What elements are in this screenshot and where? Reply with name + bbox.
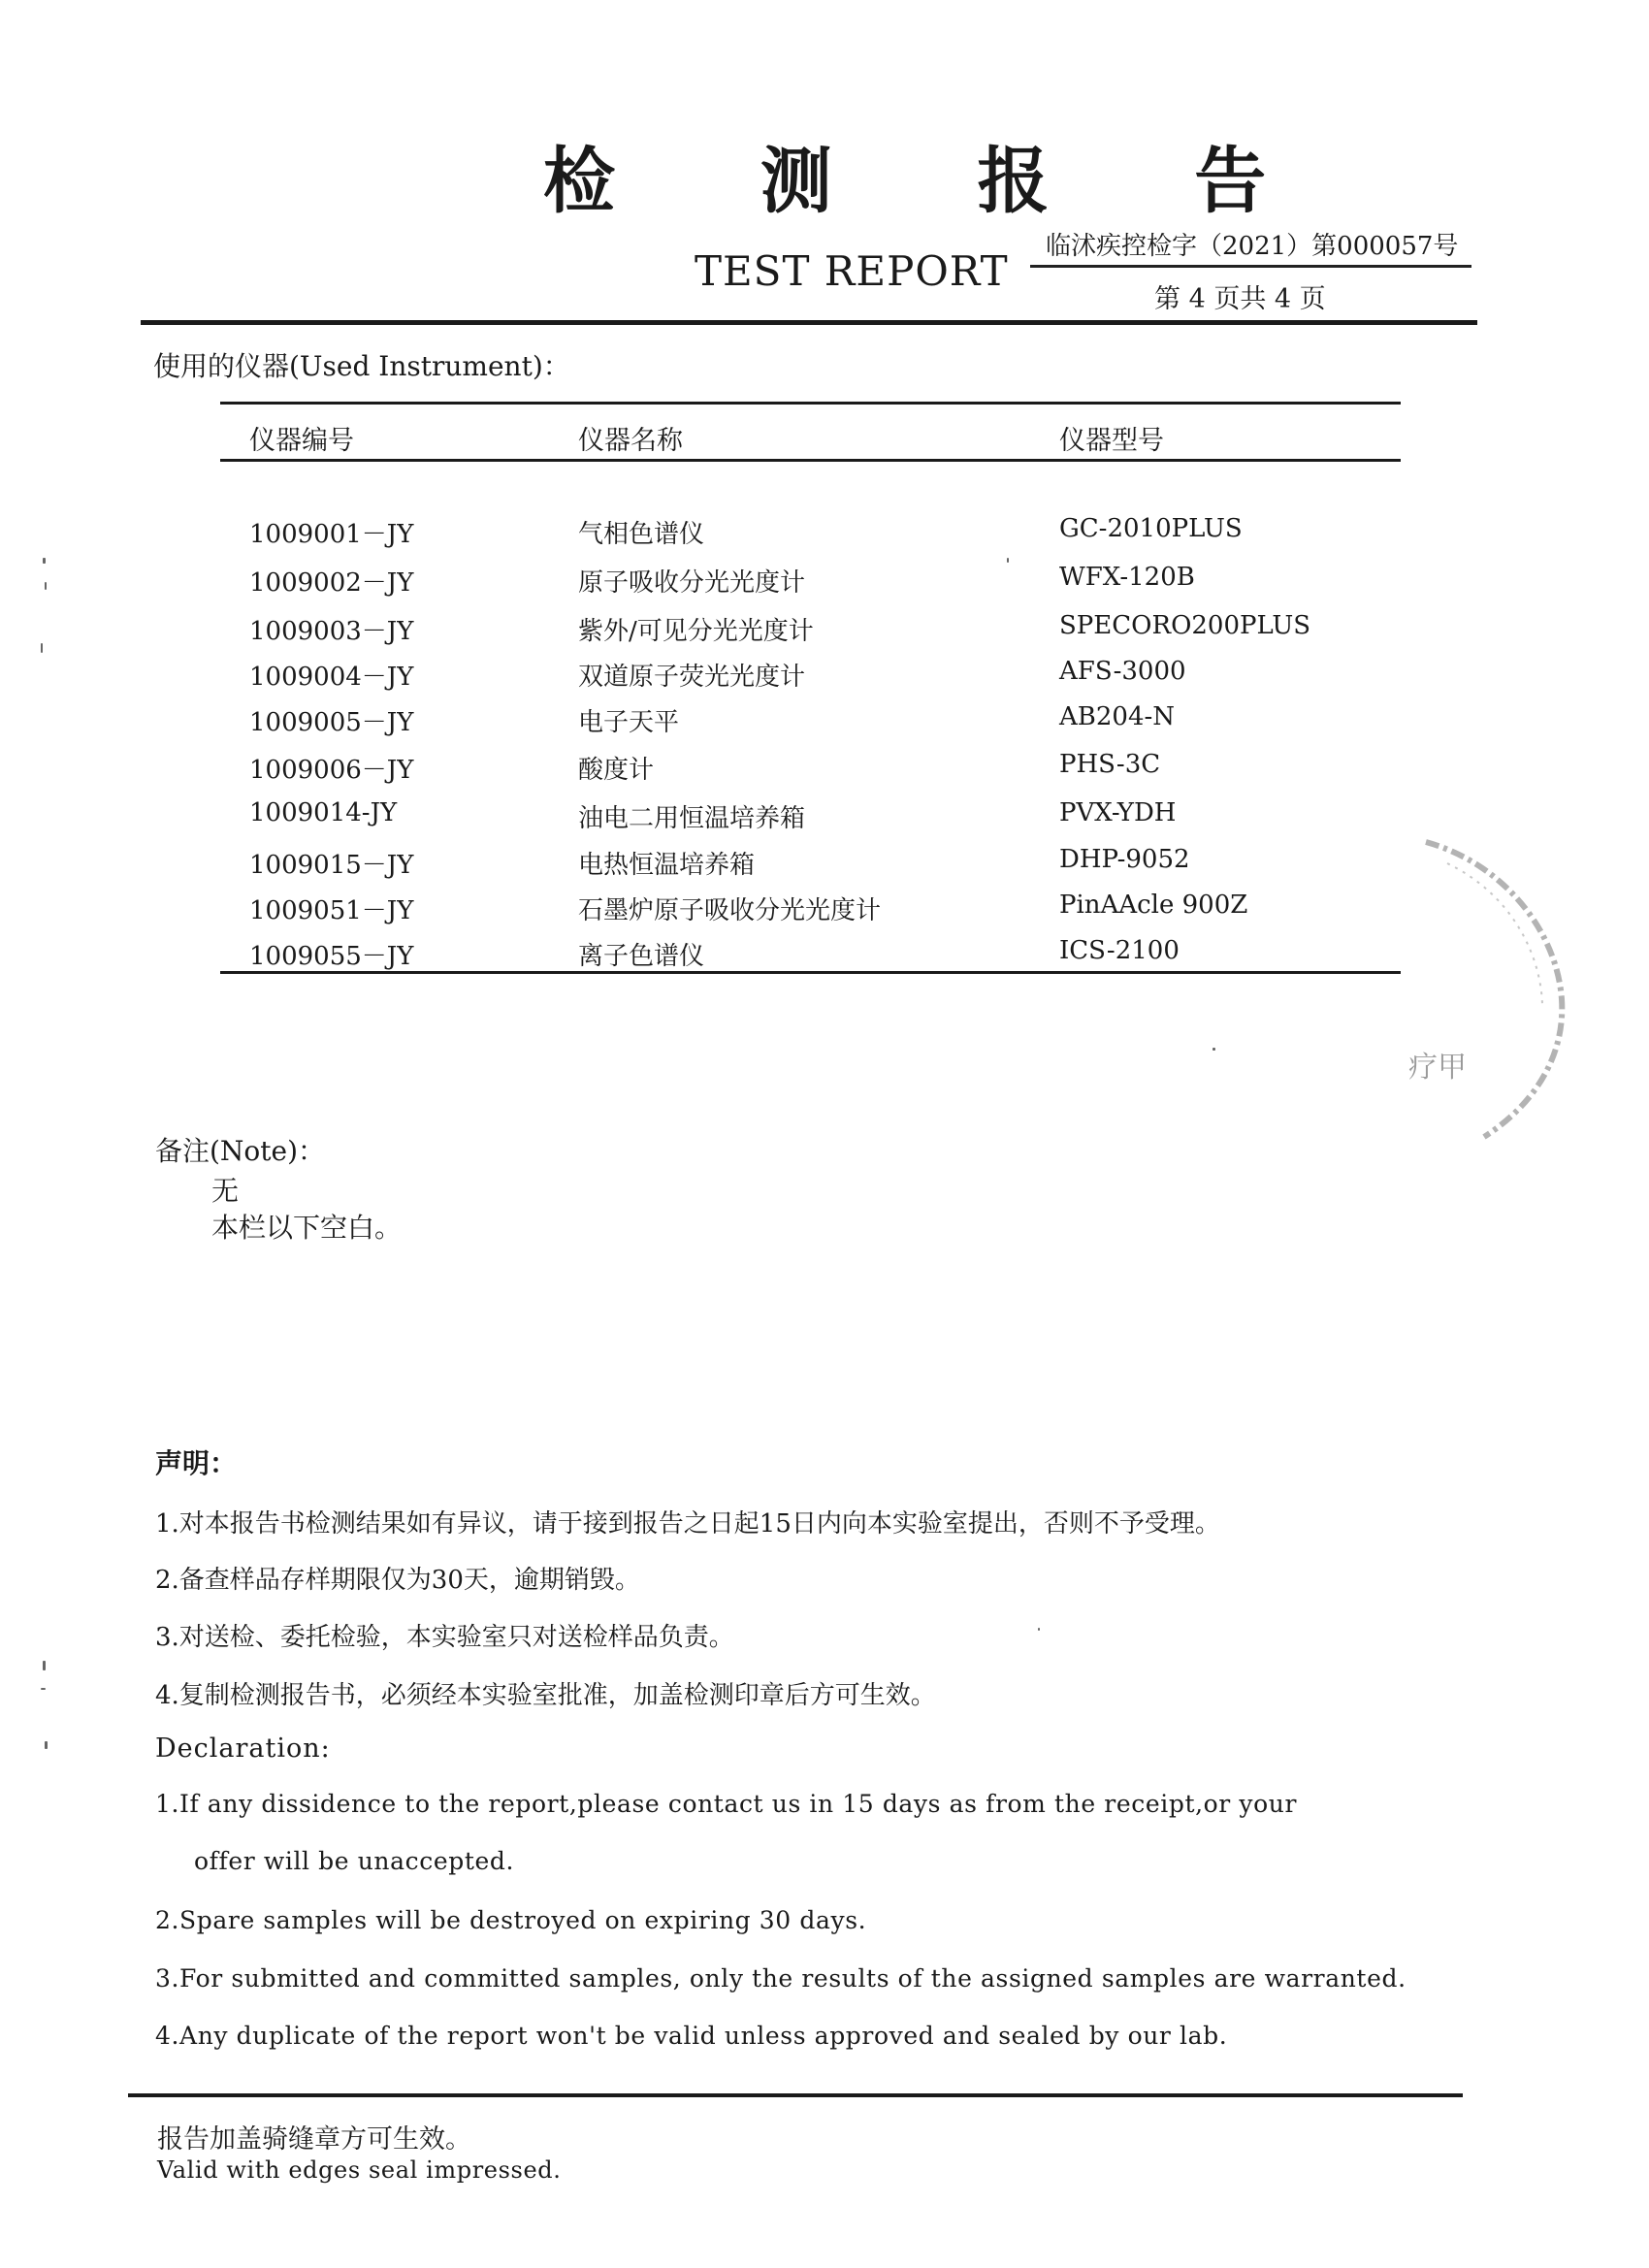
table-row [0,563,1649,601]
declaration-cn-item: 1.对本报告书检测结果如有异议，请于接到报告之日起15日内向本实验室提出，否则不予受理。 [155,1509,1220,1539]
instrument-model: AB204-N [1059,702,1176,731]
instrument-model: DHP-9052 [1059,845,1190,874]
table-row [0,657,1649,696]
column-header-id: 仪器编号 [249,426,354,456]
instrument-name: 电热恒温培养箱 [578,851,756,880]
table-bottom-rule [220,971,1401,974]
instrument-model: GC-2010PLUS [1059,514,1243,543]
page-info: 第 4 页共 4 页 [1154,284,1326,314]
table-row [0,514,1649,553]
footer-rule [128,2093,1463,2097]
declaration-cn-item: 4.复制检测报告书，必须经本实验室批准，加盖检测印章后方可生效。 [155,1681,936,1710]
instrument-id: 1009003－JY [249,617,414,646]
instrument-name: 酸度计 [578,756,655,785]
column-header-model: 仪器型号 [1059,426,1164,456]
instrument-id: 1009006－JY [249,756,414,785]
instrument-id: 1009001－JY [249,520,414,549]
scan-speck [1212,1048,1215,1051]
instrument-model: SPECORO200PLUS [1059,611,1311,640]
table-row [0,702,1649,741]
instrument-name: 电子天平 [578,708,680,737]
instrument-model: PinAAcle 900Z [1059,891,1248,920]
instrument-name: 紫外/可见分光光度计 [578,617,814,646]
instrument-id: 1009005－JY [249,708,414,737]
declaration-en-item: 4.Any duplicate of the report won't be valid unless approved and sealed by our lab. [155,2022,1228,2050]
instrument-name: 双道原子荧光光度计 [578,663,806,692]
instrument-model: PHS-3C [1059,750,1161,779]
instrument-name: 离子色谱仪 [578,942,705,971]
table-row [0,611,1649,650]
scan-speck [41,1688,46,1690]
instrument-model: WFX-120B [1059,563,1195,592]
instrument-id: 1009002－JY [249,568,414,598]
report-number: 临沭疾控检字（2021）第000057号 [1046,232,1459,261]
scan-speck [41,643,43,653]
declaration-en-item: 1.If any dissidence to the report,please contact us in 15 days as from the receipt,or your [155,1790,1298,1818]
scan-speck [45,1741,48,1749]
instrument-id: 1009055－JY [249,942,414,971]
scan-speck [43,558,46,564]
note-text: 本栏以下空白。 [211,1212,403,1244]
stamp-fragment-text: 疗甲 [1408,1051,1467,1085]
instrument-id: 1009051－JY [249,896,414,925]
scan-speck [43,1661,46,1670]
instrument-section-heading: 使用的仪器(Used Instrument)： [153,350,570,382]
declaration-cn-item: 3.对送检、委托检验，本实验室只对送检样品负责。 [155,1623,734,1652]
declaration-en-item: offer will be unaccepted. [194,1847,515,1875]
instrument-model: ICS-2100 [1059,936,1180,965]
scan-speck [45,582,47,590]
declaration-en-item: 2.Spare samples will be destroyed on expiring 30 days. [155,1906,867,1934]
table-row [0,750,1649,789]
instrument-name: 气相色谱仪 [578,520,705,549]
declaration-cn-heading: 声明： [155,1447,238,1479]
declaration-en-item: 3.For submitted and committed samples, only the results of the assigned samples are warranted. [155,1964,1406,1993]
seal-stamp-fragment [1387,825,1581,1154]
instrument-model: AFS-3000 [1059,657,1186,686]
footer-note-en: Valid with edges seal impressed. [157,2156,562,2184]
note-heading: 备注(Note)： [155,1135,326,1167]
note-text: 无 [211,1175,240,1207]
instrument-id: 1009014-JY [249,798,398,827]
instrument-id: 1009004－JY [249,663,414,692]
scan-speck [1007,558,1009,563]
report-title-en: TEST REPORT [695,247,1009,295]
report-title-cn: 检 测 报 告 [543,140,1327,223]
instrument-name: 原子吸收分光光度计 [578,568,806,598]
column-header-name: 仪器名称 [578,426,683,456]
declaration-cn-item: 2.备查样品存样期限仅为30天，逾期销毁。 [155,1566,640,1595]
scan-speck [1038,1628,1040,1631]
instrument-id: 1009015－JY [249,851,414,880]
footer-note-cn: 报告加盖骑缝章方可生效。 [157,2124,471,2155]
instrument-model: PVX-YDH [1059,798,1177,827]
declaration-en-heading: Declaration: [155,1733,331,1764]
instrument-name: 油电二用恒温培养箱 [578,804,806,833]
instrument-name: 石墨炉原子吸收分光光度计 [578,896,882,925]
